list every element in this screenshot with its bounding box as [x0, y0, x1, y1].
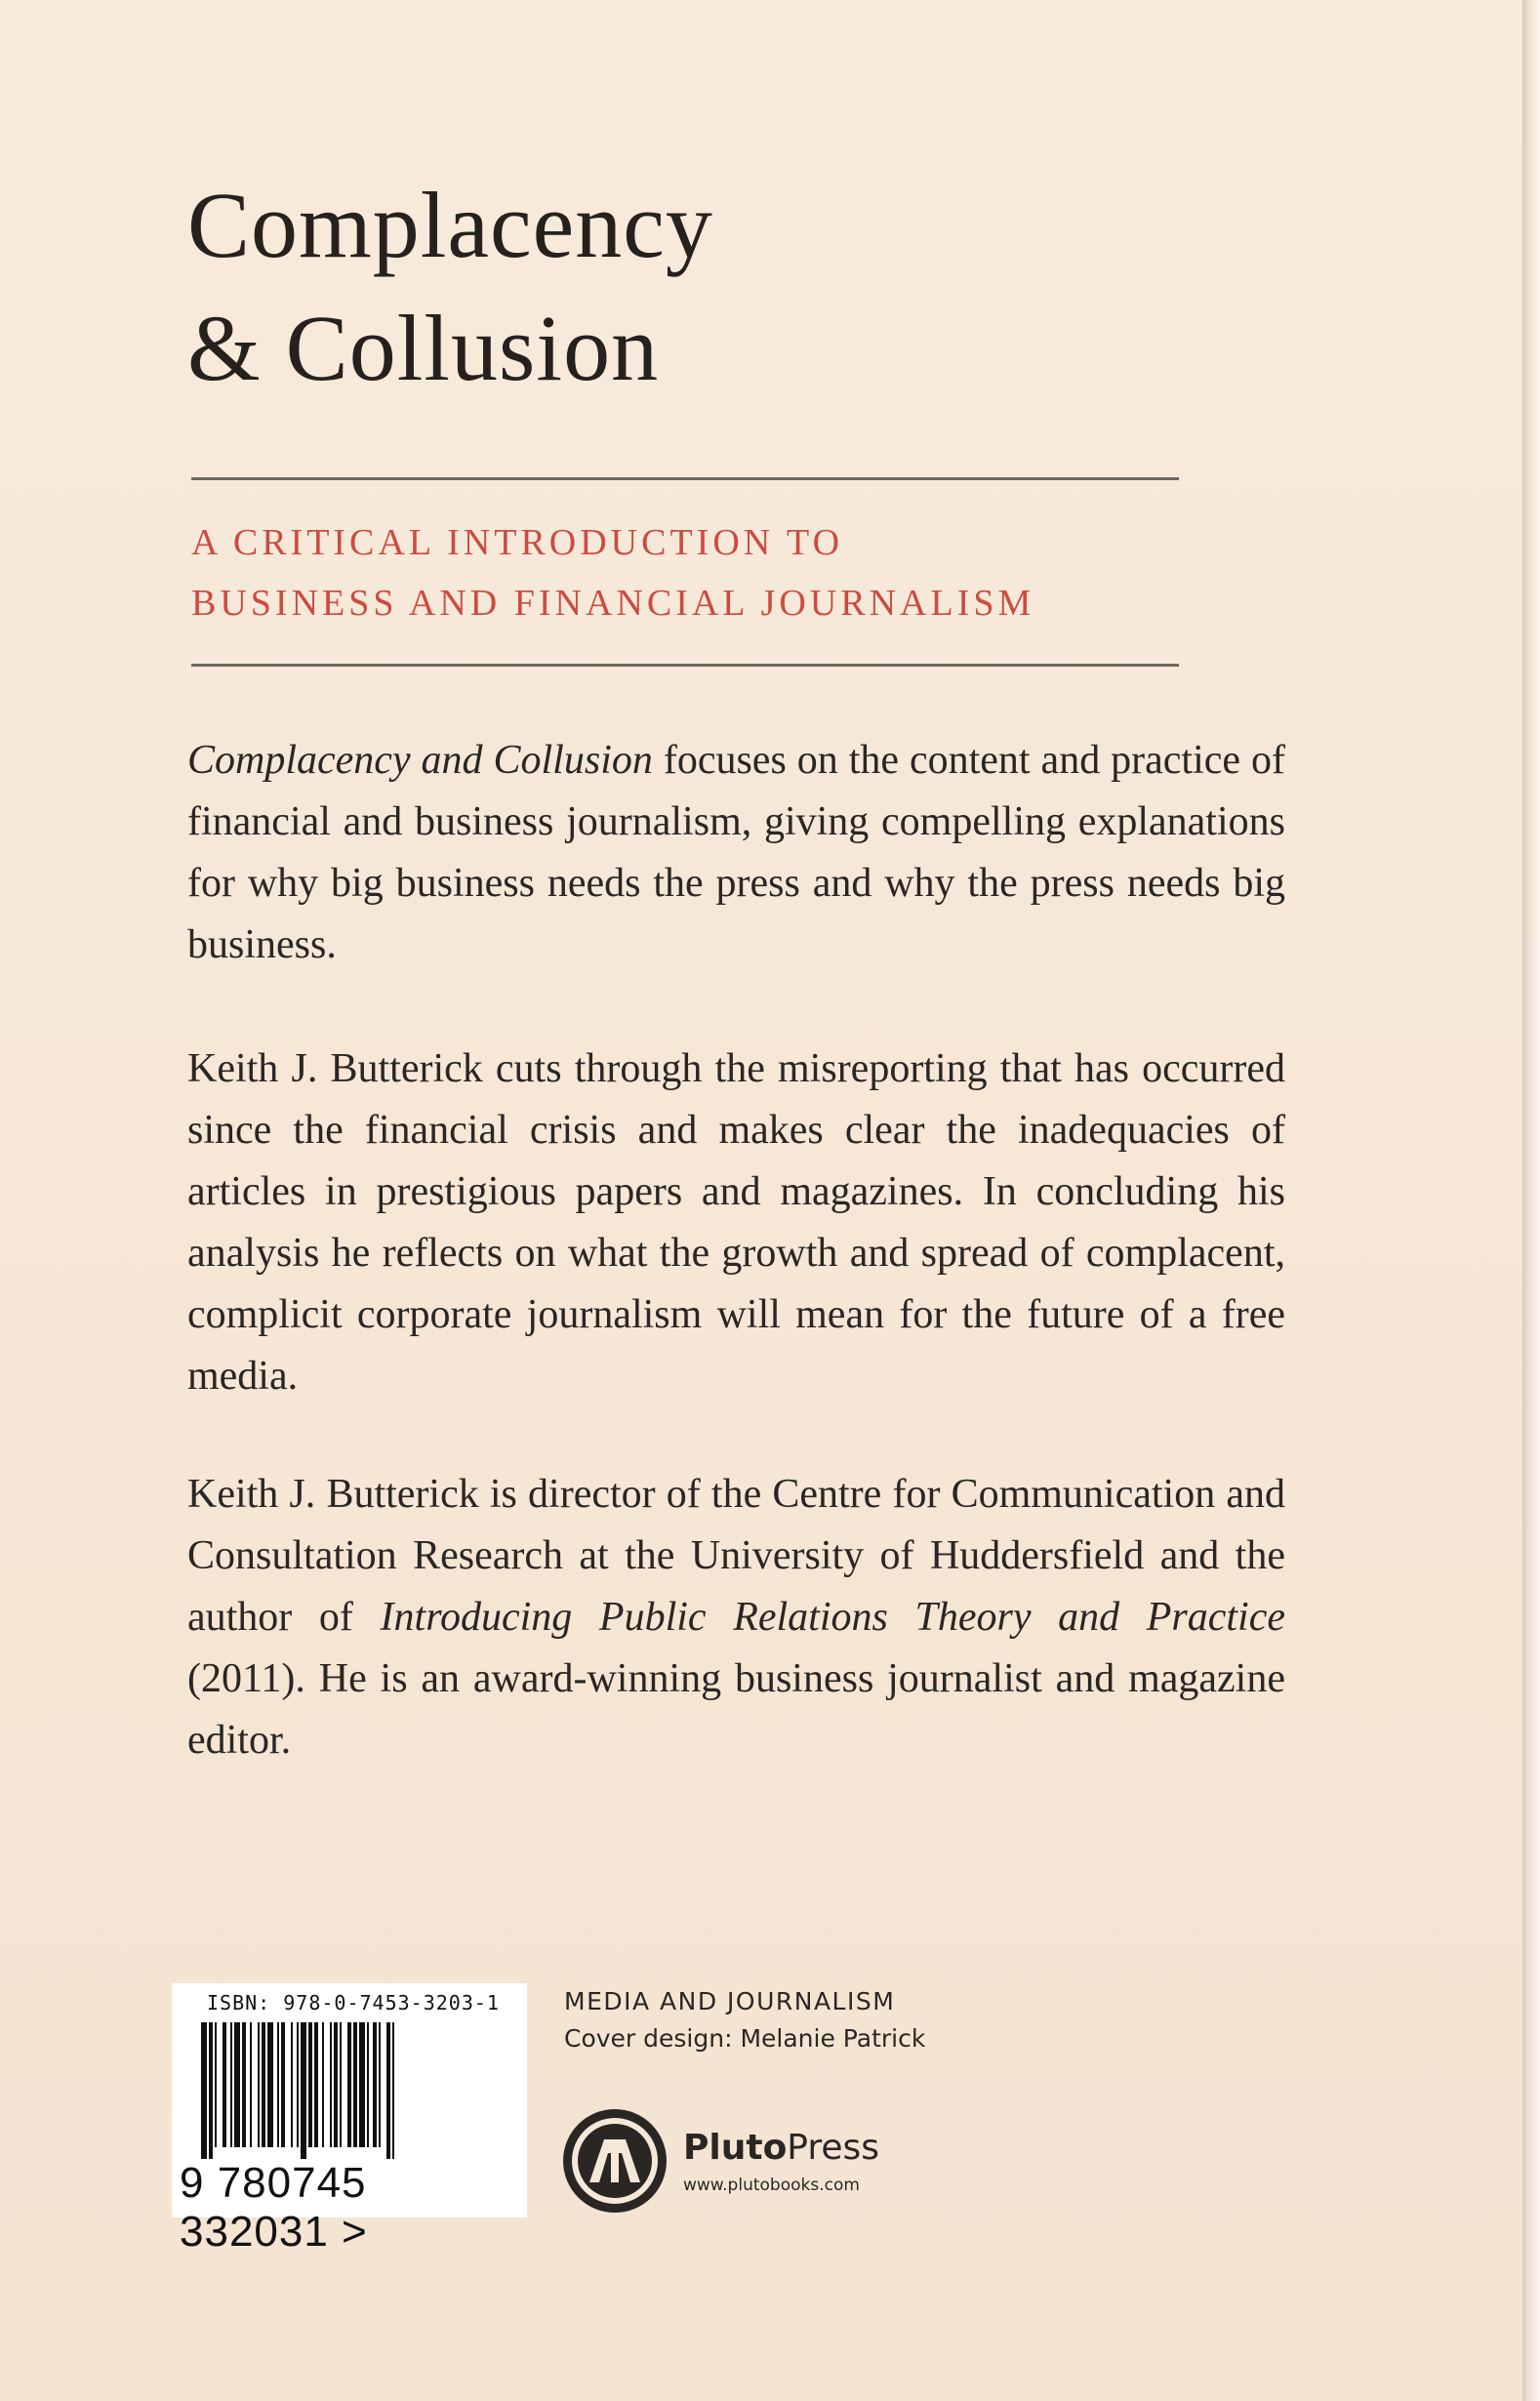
- subtitle-line-2: BUSINESS AND FINANCIAL JOURNALISM: [191, 583, 1035, 624]
- barcode-bar: [330, 2022, 332, 2147]
- barcode-bar: [242, 2022, 246, 2147]
- series-label: MEDIA AND JOURNALISM: [564, 1987, 896, 2015]
- book-subtitle: [191, 512, 1216, 633]
- barcode-bar: [230, 2022, 232, 2147]
- barcode-digits: 9 780745 332031 >: [180, 2159, 368, 2256]
- barcode-bar: [392, 2022, 394, 2159]
- author-bio-start: Keith J. Butterick is director of the Centre for Communication and Consultation Research at the University of Huddersfield and the author of: [187, 1472, 1285, 1640]
- book-title: [187, 164, 713, 410]
- blurb-paragraph-2: Keith J. Butterick cuts through the misreporting that has occurred since the financial crisis and makes clear the inadequacies of articles in prestigious papers and magazines. In concluding his analysis he reflects on what the growth and spread of complacent, complicit corporate journalism will mean for the future of a free media.: [187, 1046, 1285, 1399]
- barcode-bar: [373, 2022, 377, 2147]
- barcode-bar: [297, 2022, 299, 2147]
- title-line-1: Complacency: [187, 173, 713, 277]
- barcode-bar: [353, 2022, 357, 2147]
- barcode-bar: [223, 2022, 226, 2147]
- barcode-bar: [367, 2022, 369, 2147]
- publisher-name-rest: Press: [787, 2128, 880, 2168]
- pluto-press-logo-icon: [560, 2106, 669, 2216]
- isbn-barcode: [172, 1983, 527, 2256]
- cover-meta: [564, 1983, 925, 2057]
- barcode-bar: [209, 2022, 213, 2159]
- barcode-bar: [201, 2022, 207, 2159]
- author-bio: [187, 1464, 1285, 1771]
- barcode-bar: [250, 2022, 252, 2147]
- barcode-bar: [334, 2022, 338, 2147]
- barcode-bar: [386, 2022, 390, 2159]
- barcode-bar: [215, 2022, 217, 2147]
- author-previous-book: Introducing Public Relations Theory and Practice: [380, 1595, 1285, 1640]
- barcode-bars: [201, 2022, 498, 2159]
- title-line-2: & Collusion: [187, 296, 660, 400]
- divider-top: [191, 477, 1179, 480]
- barcode-bar: [267, 2022, 273, 2147]
- book-edge: [1522, 0, 1540, 2401]
- publisher-name-bold: Pluto: [683, 2128, 788, 2168]
- blurb-paragraph-1: [187, 730, 1285, 976]
- barcode-bar: [308, 2022, 312, 2147]
- barcode-bar: [258, 2022, 260, 2147]
- barcode-bar: [359, 2022, 365, 2147]
- isbn-label: ISBN: 978-0-7453-3203-1: [207, 1991, 500, 2014]
- barcode-bar: [234, 2022, 240, 2147]
- divider-bottom: [191, 664, 1179, 667]
- blurb-book-title: Complacency and Collusion: [187, 738, 653, 783]
- barcode-bar: [301, 2022, 306, 2159]
- publisher-website[interactable]: www.plutobooks.com: [683, 2176, 860, 2195]
- barcode-bar: [281, 2022, 285, 2147]
- subtitle-line-1: A CRITICAL INTRODUCTION TO: [191, 522, 844, 563]
- barcode-bar: [291, 2022, 293, 2147]
- author-bio-end: (2011). He is an award-winning business journalist and magazine editor.: [187, 1656, 1285, 1763]
- barcode-bar: [262, 2022, 265, 2147]
- barcode-bar: [379, 2022, 381, 2147]
- barcode-bar: [277, 2022, 279, 2147]
- publisher-name: [683, 2128, 879, 2168]
- cover-design-credit: Cover design: Melanie Patrick: [564, 2024, 926, 2053]
- blurb-p1-text: focuses on the content and practice of financial and business journalism, giving compelling explanations for why big business needs the press and why the press needs big business.: [187, 738, 1285, 967]
- barcode-bar: [340, 2022, 342, 2147]
- barcode-bar: [322, 2022, 324, 2147]
- barcode-bar: [347, 2022, 351, 2147]
- barcode-bar: [314, 2022, 318, 2147]
